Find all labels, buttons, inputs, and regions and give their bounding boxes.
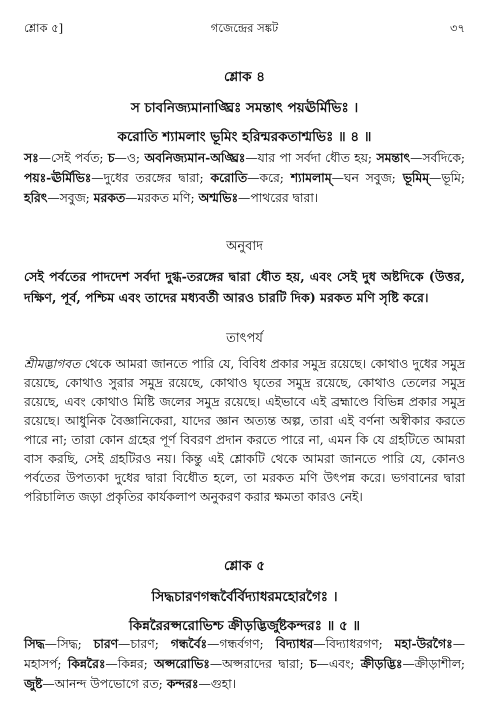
- synonym-word: সিদ্ধ: [24, 636, 45, 651]
- verse-5-block: [24, 555, 465, 638]
- synonym-meaning: —সিদ্ধ;: [44, 637, 94, 651]
- running-header: [24, 20, 465, 38]
- synonym-word: অশ্মভিঃ: [198, 190, 239, 205]
- synonym-meaning: —কিন্নর;: [105, 657, 155, 671]
- synonym-meaning: —গুহা।: [198, 677, 237, 691]
- purport-block: [24, 329, 465, 507]
- synonym-meaning: —সেই পর্বত;: [38, 151, 108, 165]
- synonym-word: মরকত: [93, 190, 126, 205]
- synonym-meaning: —দুধের তরঙ্গের দ্বারা;: [91, 171, 211, 185]
- verse-5-line-2: কিন্নরৈরপ্সরোভিশ্চ ক্রীড়দ্ভির্জুষ্টকন্দরঃ ॥ ৫ ॥: [128, 618, 361, 634]
- synonym-meaning: —করে;: [247, 171, 291, 185]
- synonym-word: ভূমিম্: [402, 170, 430, 185]
- translation-heading: অনুবাদ: [226, 239, 263, 254]
- synonym-word: সমন্তাৎ: [376, 150, 411, 165]
- header-chapter-title: গজেন্দ্রের সঙ্কট: [210, 21, 279, 35]
- synonym-meaning: —পাথরের দ্বারা।: [238, 191, 319, 205]
- synonym-meaning: —ক্রীড়াশীল;: [402, 657, 465, 671]
- synonym-word: চারণ: [93, 636, 119, 651]
- purport-text: [24, 355, 465, 507]
- purport-body: থেকে আমরা জানতে পারি যে, বিবিধ প্রকার সমুদ্র রয়েছে। কোথাও দুধের সমুদ্র রয়েছে, কোথাও সুরার সমুদ্র রয়েছে, কোথাও ঘৃতের সমুদ্র রয়েছে, কোথাও তেলের সমুদ্র রয়েছে, এবং কোথাও মিষ্টি জলের সমুদ্র রয়েছে। এইভাবে এই ব্রহ্মাণ্ডে বিভিন্ন প্রকার সমুদ্র রয়েছে। আধুনিক বৈজ্ঞানিকেরা, যাদের জ্ঞান অত্যন্ত অল্প, তারা এই বর্ণনা অস্বীকার করতে পারে না; তারা কোন গ্রহের পূর্ণ বিবরণ প্রদান করতে পারে না, এমন কি যে গ্রহটিতে আমরা বাস করছি, সেই গ্রহটিরও নয়। কিন্তু এই শ্লোকটি থেকে আমরা জানতে পারি যে, কোনও পর্বতের উপত্যকা দুধের দ্বারা বিধৌত হলে, তা মরকত মণি উৎপন্ন করে। ভগবানের দ্বারা পরিচালিত জড়া প্রকৃতির কার্যকলাপ অনুকরণ করার ক্ষমতা কারও নেই।: [24, 357, 465, 504]
- verse-4-number: শ্লোক ৪: [223, 69, 266, 85]
- translation-text: সেই পর্বতের পাদদেশ সর্বদা দুগ্ধ-তরঙ্গের দ্বারা ধৌত হয়, এবং সেই দুধ অষ্টদিকে (উত্তর, দক্ষিণ, পূর্ব, পশ্চিম এবং তাদের মধ্যবর্তী আরও চারটি দিক) মরকত মণি সৃষ্টি করে।: [24, 269, 465, 305]
- synonym-word: পয়ঃ-ঊর্মিভিঃ: [24, 170, 92, 185]
- verse-4-line-2: করোতি শ্যামলাং ভূমিং হরিন্মরকতাশ্মভিঃ ॥ ৪ ॥: [117, 129, 372, 145]
- synonym-meaning: —গন্ধর্বগণ;: [207, 637, 276, 651]
- synonym-meaning: —চারণ;: [118, 637, 171, 651]
- synonyms-verse-5: [24, 634, 465, 694]
- header-verse-ref: শ্লোক ৫]: [24, 21, 64, 35]
- synonym-word: বিদ্যাধর: [275, 636, 314, 651]
- purport-book-title: শ্রীমদ্ভাগবত: [24, 357, 81, 371]
- purport-heading: তাৎপর্য: [226, 331, 263, 346]
- synonym-word: চ: [107, 150, 115, 165]
- verse-5-number: শ্লোক ৫: [223, 558, 266, 574]
- synonym-meaning: —এবং;: [316, 657, 361, 671]
- synonym-word: কন্দরঃ: [166, 676, 199, 691]
- synonym-meaning: —সবুজ;: [47, 191, 94, 205]
- synonyms-verse-4: [24, 148, 465, 208]
- synonym-meaning: —মহাসর্প;: [24, 637, 465, 671]
- verse-5-line-1: সিদ্ধচারণগন্ধর্বৈর্বিদ্যাধরমহোরগৈঃ ।: [151, 589, 338, 605]
- synonym-word: অপ্সরোভিঃ: [154, 656, 210, 671]
- synonym-meaning: —সর্বদিকে;: [410, 151, 465, 165]
- synonym-meaning: —ঘন সবুজ;: [331, 171, 403, 185]
- synonym-meaning: —ও;: [114, 151, 145, 165]
- synonym-word: হরিৎ: [24, 190, 48, 205]
- synonym-meaning: —যার পা সর্বদা ধৌত হয়;: [245, 151, 377, 165]
- page-number: ৩৭: [450, 21, 465, 35]
- synonym-word: সঃ: [24, 150, 39, 165]
- verse-4-line-1: স চাবনিজ্যমানাঙ্ঘ্রিঃ সমন্তাৎ পয়ঊর্মিভিঃ ।: [130, 100, 359, 116]
- synonym-meaning: —বিদ্যাধরগণ;: [313, 637, 395, 651]
- translation-block: [24, 237, 465, 308]
- synonym-meaning: —আনন্দ উপভোগে রত;: [42, 677, 167, 691]
- synonym-word: করোতি: [210, 170, 248, 185]
- synonym-word: অবনিজ্যমান-অঙ্ঘ্রিঃ: [144, 150, 246, 165]
- synonym-meaning: —মরকত মণি;: [125, 191, 199, 205]
- synonym-meaning: —অপ্সরাদের দ্বারা;: [209, 657, 310, 671]
- synonym-meaning: —ভূমি;: [429, 171, 465, 185]
- synonym-word: ক্রীড়দ্ভিঃ: [360, 656, 403, 671]
- synonym-word: মহা-উরগৈঃ: [394, 636, 453, 651]
- synonym-word: চ: [309, 656, 317, 671]
- verse-4-block: [24, 66, 465, 149]
- synonym-word: শ্যামলাম্: [290, 170, 332, 185]
- synonym-word: কিন্নরৈঃ: [67, 656, 106, 671]
- synonym-word: জুষ্ট: [24, 676, 43, 691]
- synonym-word: গন্ধর্বৈঃ: [170, 636, 208, 651]
